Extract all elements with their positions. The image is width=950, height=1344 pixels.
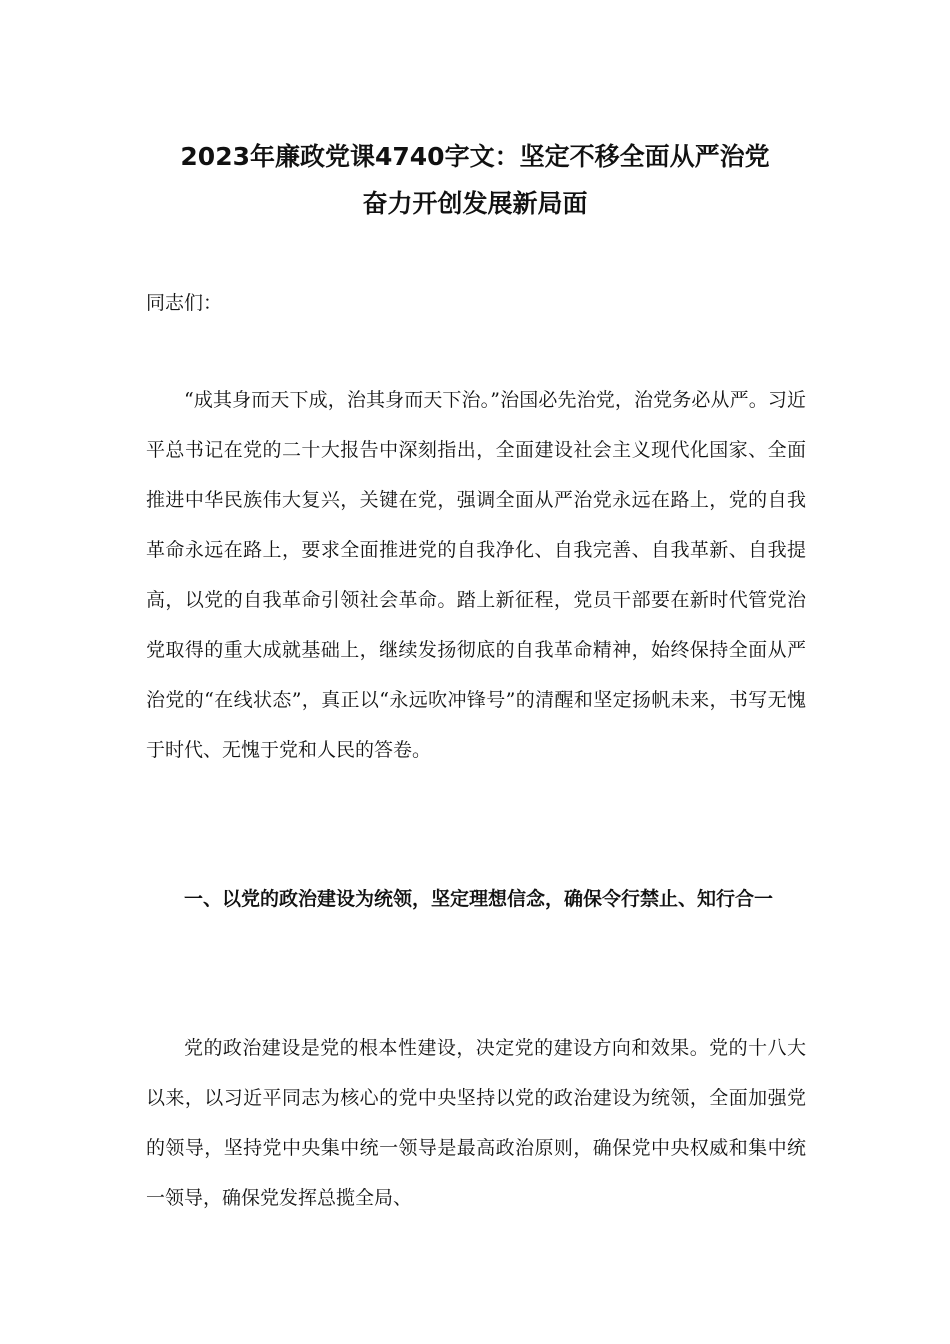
document-title-line-2: 奋力开创发展新局面 [362, 189, 588, 218]
document-title-line-1: 2023年廉政党课4740字文：坚定不移全面从严治党 [180, 142, 770, 171]
section-heading-1: 一、以党的政治建设为统领，坚定理想信念，确保令行禁止、知行合一 [184, 888, 774, 910]
body-paragraph-2: 党的政治建设是党的根本性建设，决定党的建设方向和效果。党的十八大以来，以习近平同志为核心的党中央坚持以党的政治建设为统领，全面加强党的领导，坚持党中央集中统一领导是最高政治原则，确保党中央权威和集中统一领导，确保党发挥总揽全局、 [146, 1037, 806, 1209]
body-paragraph-1: “成其身而天下成，治其身而天下治。”治国必先治党，治党务必从严。习近平总书记在党的二十大报告中深刻指出，全面建设社会主义现代化国家、全面推进中华民族伟大复兴，关键在党，强调全面从严治党永远在路上，党的自我革命永远在路上，要求全面推进党的自我净化、自我完善、自我革新、自我提高，以党的自我革命引领社会革命。踏上新征程，党员干部要在新时代管党治党取得的重大成就基础上，继续发扬彻底的自我革命精神，始终保持全面从严治党的“在线状态”，真正以“永远吹冲锋号”的清醒和坚定扬帆未来，书写无愧于时代、无愧于党和人民的答卷。 [146, 389, 806, 761]
salutation: 同志们： [146, 292, 223, 314]
